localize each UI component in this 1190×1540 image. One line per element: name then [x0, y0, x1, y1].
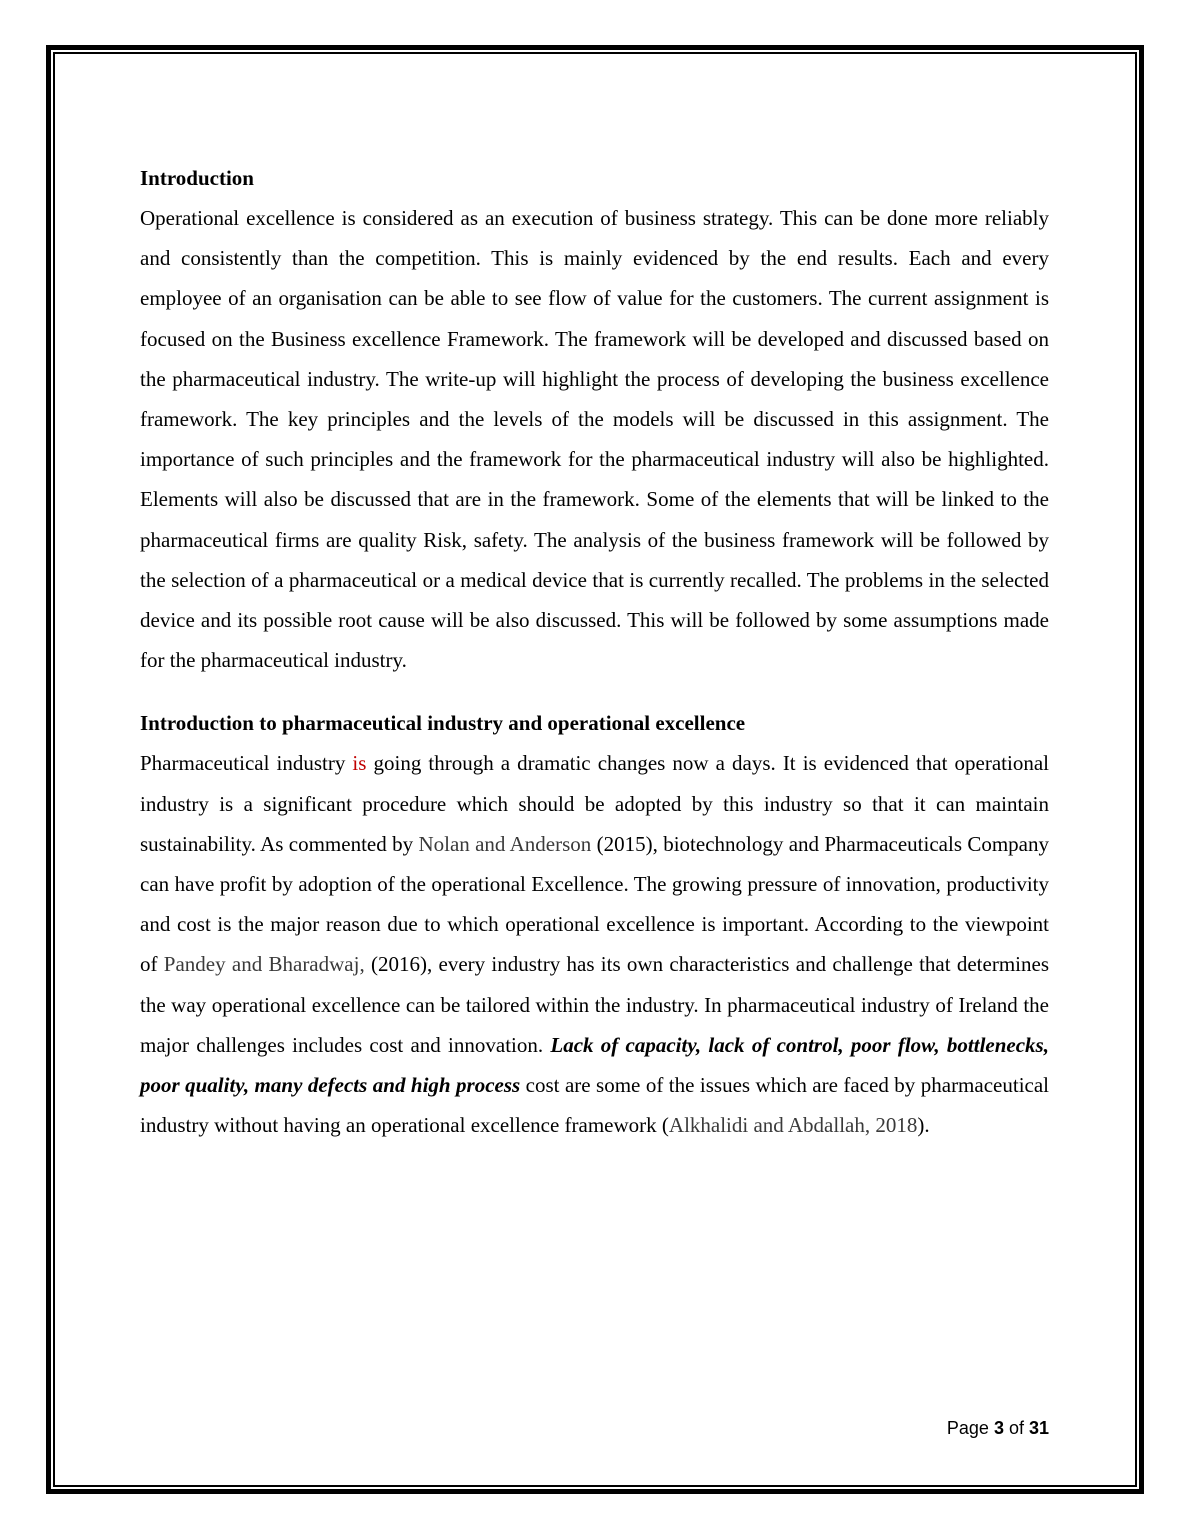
- paragraph-text: going through a dramatic changes now a days. It is evidenced that operational industry is a significant procedure which should be adopted by this industry so that it can maintain sustainability. As commented by: [140, 751, 1049, 856]
- paragraph-text: ).: [917, 1113, 930, 1138]
- citation-nolan-anderson: Nolan and Anderson: [418, 831, 592, 856]
- paragraph-text: Pharmaceutical industry: [140, 751, 353, 776]
- citation-alkhalidi-abdallah: Alkhalidi and Abdallah, 2018: [668, 1113, 918, 1138]
- citation-pandey-bharadwaj: Pandey and Bharadwaj,: [163, 952, 365, 977]
- paragraph-text: cost are some of the issues which are faced by pharmaceutical industry without having an operational excellence framework (: [140, 1073, 1050, 1138]
- document-body: [140, 158, 1049, 1145]
- page-footer: [947, 1418, 1049, 1439]
- introduction-paragraph: Operational excellence is considered as an execution of business strategy. This can be done more reliably and consistently than the competition. This is mainly evidenced by the end results. Each and every employee of an organisation can be able to see flow of value for the customers. The current assignment is focused on the Business excellence Framework. The framework will be developed and discussed based on the pharmaceutical industry. The write-up will highlight the process of developing the business excellence framework. The key principles and the levels of the models will be discussed in this assignment. The importance of such principles and the framework for the pharmaceutical industry will also be highlighted. Elements will also be discussed that are in the framework. Some of the elements that will be linked to the pharmaceutical firms are quality Risk, safety. The analysis of the business framework will be followed by the selection of a pharmaceutical or a medical device that is currently recalled. The problems in the selected device and its possible root cause will be also discussed. This will be followed by some assumptions made for the pharmaceutical industry.: [140, 206, 1049, 673]
- section-heading-pharma-opex: Introduction to pharmaceutical industry and operational excellence: [140, 711, 746, 736]
- total-pages: 31: [1028, 1418, 1049, 1438]
- pharma-opex-paragraph: [140, 743, 1049, 1145]
- of-label: of: [1003, 1418, 1029, 1438]
- page-number: 3: [993, 1418, 1004, 1438]
- paragraph-text: (2016), every industry has its own characteristics and challenge that determines the way operational excellence can be tailored within the industry. In pharmaceutical industry of Ireland the major challenges includes cost and innovation.: [140, 952, 1049, 1057]
- emphasized-issues: Lack of capacity, lack of control, poor flow, bottlenecks, poor quality, many defects and high process: [140, 1032, 1049, 1098]
- highlighted-word: is: [352, 751, 367, 776]
- paragraph-text: (2015), biotechnology and Pharmaceuticals Company can have profit by adoption of the operational Excellence. The growing pressure of innovation, productivity and cost is the major reason due to which operational excellence is important. According to the viewpoint of: [140, 831, 1050, 977]
- page-label: Page: [946, 1418, 994, 1438]
- section-heading-introduction: Introduction: [140, 166, 254, 190]
